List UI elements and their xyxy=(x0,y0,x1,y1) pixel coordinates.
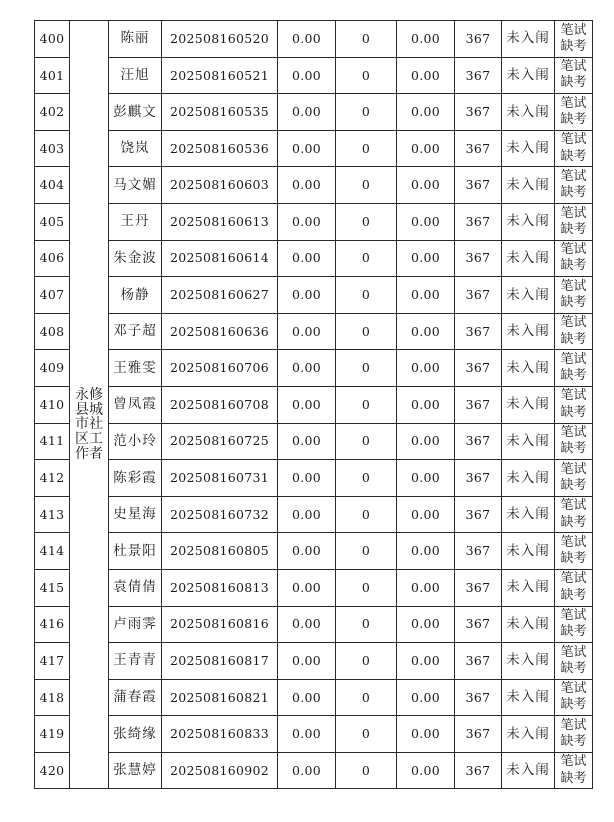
seq-cell: 415 xyxy=(35,569,70,606)
table-row xyxy=(35,57,593,94)
remark-text: 缺考 xyxy=(560,660,587,676)
seq-cell: 401 xyxy=(35,57,70,94)
remark-text: 缺考 xyxy=(560,404,587,420)
remark-text: 笔试 xyxy=(560,717,587,733)
remark-text: 缺考 xyxy=(560,368,587,384)
seq-cell: 419 xyxy=(35,716,70,753)
exam-id-cell: 202508160536 xyxy=(162,130,278,167)
remark-text: 笔试 xyxy=(560,388,587,404)
name-cell: 彭麒文 xyxy=(109,94,162,131)
remark-cell xyxy=(555,533,593,570)
interview-score-cell: 0 xyxy=(336,716,397,753)
written-score-cell: 0.00 xyxy=(278,423,336,460)
name-cell: 陈丽 xyxy=(109,21,162,58)
table-row xyxy=(35,94,593,131)
rank-cell: 367 xyxy=(455,240,502,277)
exam-id-cell: 202508160725 xyxy=(162,423,278,460)
table-row xyxy=(35,423,593,460)
exam-id-cell: 202508160520 xyxy=(162,21,278,58)
status-cell: 未入闱 xyxy=(502,350,555,387)
seq-cell: 400 xyxy=(35,21,70,58)
exam-id-cell: 202508160902 xyxy=(162,752,278,789)
remark-text: 笔试 xyxy=(560,242,587,258)
remark-cell xyxy=(555,57,593,94)
remark-text: 缺考 xyxy=(560,75,587,91)
remark-text: 笔试 xyxy=(560,608,587,624)
total-score-cell: 0.00 xyxy=(397,496,455,533)
total-score-cell: 0.00 xyxy=(397,606,455,643)
exam-id-cell: 202508160521 xyxy=(162,57,278,94)
total-score-cell: 0.00 xyxy=(397,313,455,350)
remark-cell xyxy=(555,130,593,167)
remark-text: 缺考 xyxy=(560,697,587,713)
seq-cell: 416 xyxy=(35,606,70,643)
interview-score-cell: 0 xyxy=(336,679,397,716)
table-row xyxy=(35,350,593,387)
seq-cell: 420 xyxy=(35,752,70,789)
results-table xyxy=(34,20,593,789)
table-row xyxy=(35,643,593,680)
interview-score-cell: 0 xyxy=(336,313,397,350)
remark-cell xyxy=(555,21,593,58)
status-cell: 未入闱 xyxy=(502,203,555,240)
name-cell: 饶岚 xyxy=(109,130,162,167)
remark-text: 缺考 xyxy=(560,770,587,786)
total-score-cell: 0.00 xyxy=(397,350,455,387)
table-row xyxy=(35,130,593,167)
total-score-cell: 0.00 xyxy=(397,21,455,58)
exam-id-cell: 202508160816 xyxy=(162,606,278,643)
remark-cell xyxy=(555,240,593,277)
status-cell: 未入闱 xyxy=(502,716,555,753)
remark-text: 缺考 xyxy=(560,38,587,54)
written-score-cell: 0.00 xyxy=(278,277,336,314)
written-score-cell: 0.00 xyxy=(278,460,336,497)
remark-text: 笔试 xyxy=(560,461,587,477)
total-score-cell: 0.00 xyxy=(397,679,455,716)
written-score-cell: 0.00 xyxy=(278,606,336,643)
total-score-cell: 0.00 xyxy=(397,643,455,680)
total-score-cell: 0.00 xyxy=(397,752,455,789)
exam-id-cell: 202508160603 xyxy=(162,167,278,204)
total-score-cell: 0.00 xyxy=(397,94,455,131)
remark-text: 笔试 xyxy=(560,681,587,697)
remark-text: 缺考 xyxy=(560,734,587,750)
remark-cell xyxy=(555,606,593,643)
remark-text: 缺考 xyxy=(560,551,587,567)
seq-cell: 409 xyxy=(35,350,70,387)
name-cell: 王雅雯 xyxy=(109,350,162,387)
table-row xyxy=(35,21,593,58)
remark-text: 笔试 xyxy=(560,205,587,221)
name-cell: 蒲春霞 xyxy=(109,679,162,716)
status-cell: 未入闱 xyxy=(502,313,555,350)
exam-id-cell: 202508160731 xyxy=(162,460,278,497)
status-cell: 未入闱 xyxy=(502,277,555,314)
rank-cell: 367 xyxy=(455,277,502,314)
rank-cell: 367 xyxy=(455,643,502,680)
interview-score-cell: 0 xyxy=(336,203,397,240)
name-cell: 张慧婷 xyxy=(109,752,162,789)
total-score-cell: 0.00 xyxy=(397,386,455,423)
seq-cell: 410 xyxy=(35,386,70,423)
rank-cell: 367 xyxy=(455,606,502,643)
remark-text: 笔试 xyxy=(560,754,587,770)
remark-text: 笔试 xyxy=(560,315,587,331)
table-row xyxy=(35,277,593,314)
remark-cell xyxy=(555,752,593,789)
remark-text: 缺考 xyxy=(560,148,587,164)
written-score-cell: 0.00 xyxy=(278,386,336,423)
status-cell: 未入闱 xyxy=(502,57,555,94)
name-cell: 杨静 xyxy=(109,277,162,314)
remark-cell xyxy=(555,386,593,423)
status-cell: 未入闱 xyxy=(502,606,555,643)
total-score-cell: 0.00 xyxy=(397,533,455,570)
interview-score-cell: 0 xyxy=(336,460,397,497)
seq-cell: 406 xyxy=(35,240,70,277)
remark-text: 缺考 xyxy=(560,258,587,274)
table-row xyxy=(35,460,593,497)
remark-text: 缺考 xyxy=(560,477,587,493)
status-cell: 未入闱 xyxy=(502,130,555,167)
interview-score-cell: 0 xyxy=(336,167,397,204)
total-score-cell: 0.00 xyxy=(397,167,455,204)
remark-cell xyxy=(555,679,593,716)
written-score-cell: 0.00 xyxy=(278,203,336,240)
rank-cell: 367 xyxy=(455,57,502,94)
rank-cell: 367 xyxy=(455,533,502,570)
exam-id-cell: 202508160613 xyxy=(162,203,278,240)
interview-score-cell: 0 xyxy=(336,533,397,570)
total-score-cell: 0.00 xyxy=(397,203,455,240)
table-row xyxy=(35,606,593,643)
seq-cell: 402 xyxy=(35,94,70,131)
rank-cell: 367 xyxy=(455,94,502,131)
remark-text: 笔试 xyxy=(560,425,587,441)
remark-text: 笔试 xyxy=(560,95,587,111)
rank-cell: 367 xyxy=(455,496,502,533)
interview-score-cell: 0 xyxy=(336,606,397,643)
total-score-cell: 0.00 xyxy=(397,569,455,606)
rank-cell: 367 xyxy=(455,130,502,167)
rank-cell: 367 xyxy=(455,460,502,497)
remark-text: 笔试 xyxy=(560,498,587,514)
rank-cell: 367 xyxy=(455,350,502,387)
interview-score-cell: 0 xyxy=(336,94,397,131)
written-score-cell: 0.00 xyxy=(278,752,336,789)
remark-cell xyxy=(555,496,593,533)
seq-cell: 412 xyxy=(35,460,70,497)
interview-score-cell: 0 xyxy=(336,569,397,606)
written-score-cell: 0.00 xyxy=(278,130,336,167)
exam-id-cell: 202508160805 xyxy=(162,533,278,570)
remark-text: 缺考 xyxy=(560,294,587,310)
total-score-cell: 0.00 xyxy=(397,130,455,167)
remark-cell xyxy=(555,167,593,204)
seq-cell: 413 xyxy=(35,496,70,533)
table-row xyxy=(35,679,593,716)
status-cell: 未入闱 xyxy=(502,569,555,606)
written-score-cell: 0.00 xyxy=(278,240,336,277)
rank-cell: 367 xyxy=(455,423,502,460)
status-cell: 未入闱 xyxy=(502,21,555,58)
name-cell: 杜景阳 xyxy=(109,533,162,570)
remark-text: 笔试 xyxy=(560,534,587,550)
remark-text: 笔试 xyxy=(560,22,587,38)
name-cell: 陈彩霞 xyxy=(109,460,162,497)
remark-cell xyxy=(555,350,593,387)
rank-cell: 367 xyxy=(455,167,502,204)
name-cell: 袁倩倩 xyxy=(109,569,162,606)
name-cell: 曾凤霞 xyxy=(109,386,162,423)
interview-score-cell: 0 xyxy=(336,423,397,460)
name-cell: 邓子超 xyxy=(109,313,162,350)
status-cell: 未入闱 xyxy=(502,752,555,789)
remark-cell xyxy=(555,203,593,240)
remark-cell xyxy=(555,643,593,680)
written-score-cell: 0.00 xyxy=(278,313,336,350)
interview-score-cell: 0 xyxy=(336,240,397,277)
status-cell: 未入闱 xyxy=(502,533,555,570)
seq-cell: 403 xyxy=(35,130,70,167)
written-score-cell: 0.00 xyxy=(278,496,336,533)
name-cell: 朱金波 xyxy=(109,240,162,277)
table-row xyxy=(35,167,593,204)
written-score-cell: 0.00 xyxy=(278,21,336,58)
written-score-cell: 0.00 xyxy=(278,57,336,94)
table-row xyxy=(35,533,593,570)
table-row xyxy=(35,569,593,606)
total-score-cell: 0.00 xyxy=(397,460,455,497)
total-score-cell: 0.00 xyxy=(397,57,455,94)
interview-score-cell: 0 xyxy=(336,21,397,58)
exam-id-cell: 202508160821 xyxy=(162,679,278,716)
written-score-cell: 0.00 xyxy=(278,679,336,716)
exam-id-cell: 202508160813 xyxy=(162,569,278,606)
total-score-cell: 0.00 xyxy=(397,240,455,277)
interview-score-cell: 0 xyxy=(336,752,397,789)
name-cell: 史星海 xyxy=(109,496,162,533)
name-cell: 范小玲 xyxy=(109,423,162,460)
remark-cell xyxy=(555,277,593,314)
written-score-cell: 0.00 xyxy=(278,94,336,131)
rank-cell: 367 xyxy=(455,313,502,350)
exam-id-cell: 202508160706 xyxy=(162,350,278,387)
table-row xyxy=(35,716,593,753)
remark-text: 笔试 xyxy=(560,168,587,184)
written-score-cell: 0.00 xyxy=(278,350,336,387)
remark-text: 缺考 xyxy=(560,587,587,603)
remark-text: 笔试 xyxy=(560,278,587,294)
name-cell: 卢雨霁 xyxy=(109,606,162,643)
remark-text: 笔试 xyxy=(560,644,587,660)
seq-cell: 405 xyxy=(35,203,70,240)
remark-text: 缺考 xyxy=(560,331,587,347)
remark-cell xyxy=(555,716,593,753)
name-cell: 汪旭 xyxy=(109,57,162,94)
interview-score-cell: 0 xyxy=(336,386,397,423)
written-score-cell: 0.00 xyxy=(278,569,336,606)
unit-text: 永修县城市社区工作者 xyxy=(75,387,103,462)
interview-score-cell: 0 xyxy=(336,643,397,680)
remark-cell xyxy=(555,460,593,497)
remark-text: 笔试 xyxy=(560,132,587,148)
remark-text: 缺考 xyxy=(560,221,587,237)
rank-cell: 367 xyxy=(455,679,502,716)
interview-score-cell: 0 xyxy=(336,277,397,314)
seq-cell: 417 xyxy=(35,643,70,680)
status-cell: 未入闱 xyxy=(502,496,555,533)
table-row xyxy=(35,386,593,423)
remark-text: 缺考 xyxy=(560,111,587,127)
exam-id-cell: 202508160732 xyxy=(162,496,278,533)
exam-id-cell: 202508160708 xyxy=(162,386,278,423)
seq-cell: 404 xyxy=(35,167,70,204)
status-cell: 未入闱 xyxy=(502,679,555,716)
remark-text: 缺考 xyxy=(560,185,587,201)
exam-id-cell: 202508160627 xyxy=(162,277,278,314)
table-row xyxy=(35,203,593,240)
rank-cell: 367 xyxy=(455,752,502,789)
seq-cell: 408 xyxy=(35,313,70,350)
seq-cell: 411 xyxy=(35,423,70,460)
written-score-cell: 0.00 xyxy=(278,716,336,753)
written-score-cell: 0.00 xyxy=(278,533,336,570)
rank-cell: 367 xyxy=(455,386,502,423)
status-cell: 未入闱 xyxy=(502,240,555,277)
unit-cell xyxy=(70,21,109,789)
name-cell: 马文媚 xyxy=(109,167,162,204)
status-cell: 未入闱 xyxy=(502,386,555,423)
remark-cell xyxy=(555,94,593,131)
rank-cell: 367 xyxy=(455,21,502,58)
rank-cell: 367 xyxy=(455,569,502,606)
exam-id-cell: 202508160817 xyxy=(162,643,278,680)
status-cell: 未入闱 xyxy=(502,460,555,497)
exam-id-cell: 202508160614 xyxy=(162,240,278,277)
status-cell: 未入闱 xyxy=(502,423,555,460)
seq-cell: 414 xyxy=(35,533,70,570)
table-row xyxy=(35,313,593,350)
remark-text: 缺考 xyxy=(560,441,587,457)
remark-text: 缺考 xyxy=(560,624,587,640)
interview-score-cell: 0 xyxy=(336,130,397,167)
status-cell: 未入闱 xyxy=(502,643,555,680)
name-cell: 张绮缘 xyxy=(109,716,162,753)
total-score-cell: 0.00 xyxy=(397,716,455,753)
remark-text: 笔试 xyxy=(560,351,587,367)
exam-id-cell: 202508160535 xyxy=(162,94,278,131)
table-row xyxy=(35,752,593,789)
seq-cell: 407 xyxy=(35,277,70,314)
written-score-cell: 0.00 xyxy=(278,167,336,204)
interview-score-cell: 0 xyxy=(336,57,397,94)
remark-text: 笔试 xyxy=(560,571,587,587)
total-score-cell: 0.00 xyxy=(397,423,455,460)
remark-cell xyxy=(555,423,593,460)
rank-cell: 367 xyxy=(455,203,502,240)
table-row xyxy=(35,496,593,533)
interview-score-cell: 0 xyxy=(336,496,397,533)
remark-text: 笔试 xyxy=(560,59,587,75)
exam-id-cell: 202508160636 xyxy=(162,313,278,350)
remark-cell xyxy=(555,569,593,606)
name-cell: 王青青 xyxy=(109,643,162,680)
rank-cell: 367 xyxy=(455,716,502,753)
table-row xyxy=(35,240,593,277)
seq-cell: 418 xyxy=(35,679,70,716)
remark-text: 缺考 xyxy=(560,514,587,530)
status-cell: 未入闱 xyxy=(502,167,555,204)
status-cell: 未入闱 xyxy=(502,94,555,131)
remark-cell xyxy=(555,313,593,350)
written-score-cell: 0.00 xyxy=(278,643,336,680)
interview-score-cell: 0 xyxy=(336,350,397,387)
total-score-cell: 0.00 xyxy=(397,277,455,314)
name-cell: 王丹 xyxy=(109,203,162,240)
exam-id-cell: 202508160833 xyxy=(162,716,278,753)
